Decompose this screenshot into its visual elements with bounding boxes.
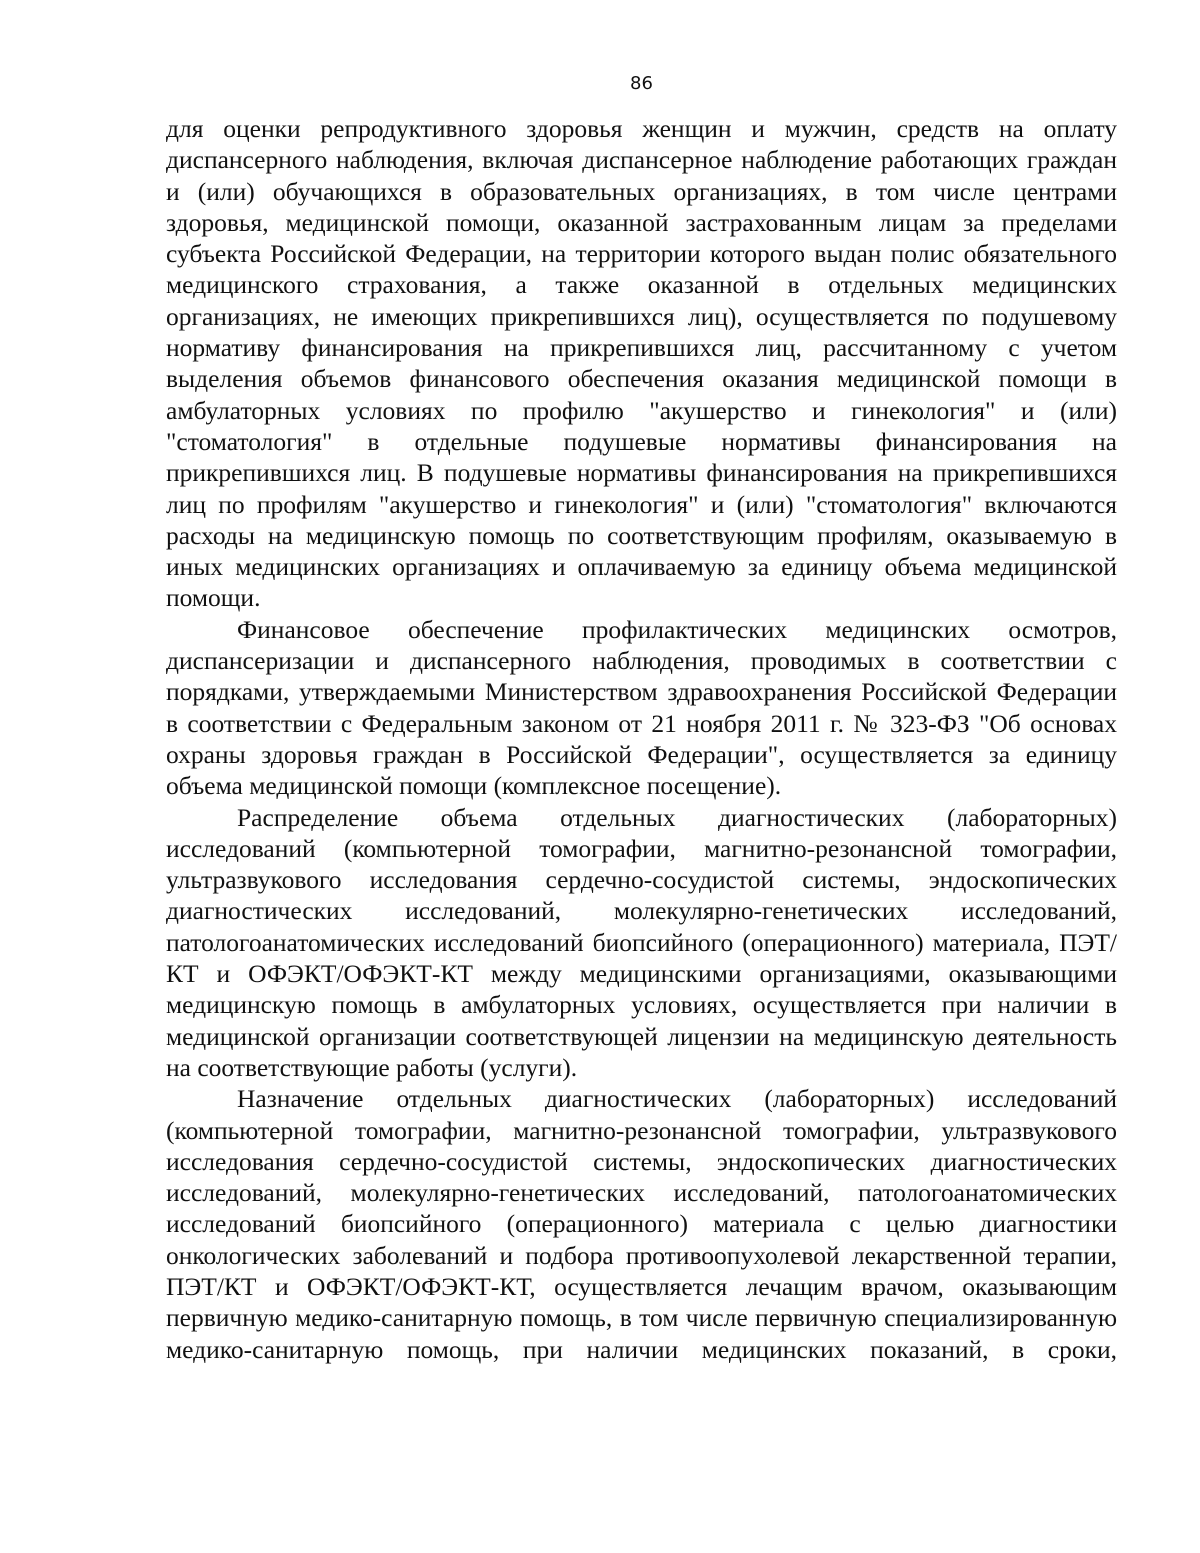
paragraph-preventive-exams-financing: Финансовое обеспечение профилактических медицинских осмотров, диспансеризации и диспансерного наблюдения, проводимых в соответствии с порядками, утверждаемыми Министерством здравоохранения Российской Федерации в соответствии с Федеральным законом от 21 ноября 2011 г. № 323-ФЗ "Об основах охраны здоровья граждан в Российской Федерации", осуществляется за единицу объема медицинской помощи (комплексное посещение). (166, 614, 1117, 801)
paragraph-continuation: для оценки репродуктивного здоровья женщин и мужчин, средств на оплату диспансерного наблюдения, включая диспансерное наблюдение работающих граждан и (или) обучающихся в образовательных организациях, в том числе центрами здоровья, медицинской помощи, оказанной застрахованным лицам за пределами субъекта Российской Федерации, на территории которого выдан полис обязательного медицинского страхования, а также оказанной в отдельных медицинских организациях, не имеющих прикрепившихся лиц), осуществляется по подушевому нормативу финансирования на прикрепившихся лиц, рассчитанному с учетом выделения объемов финансового обеспечения оказания медицинской помощи в амбулаторных условиях по профилю "акушерство и гинекология" и (или) "стоматология" в отдельные подушевые нормативы финансирования на прикрепившихся лиц. В подушевые нормативы финансирования на прикрепившихся лиц по профилям "акушерство и гинекология" и (или) "стоматология" включаются расходы на медицинскую помощь по соответствующим профилям, оказываемую в иных медицинских организациях и оплачиваемую за единицу объема медицинской помощи. (166, 114, 1117, 613)
paragraph-diagnostic-volume-distribution: Распределение объема отдельных диагностических (лабораторных) исследований (компьютерной томографии, магнитно-резонансной томографии, ультразвукового исследования сердечно-сосудистой системы, эндоскопических диагностических исследований, молекулярно-генетических исследований, патологоанатомических исследований биопсийного (операционного) материала, ПЭТ/КТ и ОФЭКТ/ОФЭКТ-КТ между медицинскими организациями, оказывающими медицинскую помощь в амбулаторных условиях, осуществляется при наличии в медицинской организации соответствующей лицензии на медицинскую деятельность на соответствующие работы (услуги). (166, 802, 1117, 1082)
paragraph-diagnostic-prescription: Назначение отдельных диагностических (лабораторных) исследований (компьютерной томографии, магнитно-резонансной томографии, ультразвукового исследования сердечно-сосудистой системы, эндоскопических диагностических исследований, молекулярно-генетических исследований, патологоанатомических исследований биопсийного (операционного) материала с целью диагностики онкологических заболеваний и подбора противоопухолевой лекарственной терапии, ПЭТ/КТ и ОФЭКТ/ОФЭКТ-КТ, осуществляется лечащим врачом, оказывающим первичную медико-санитарную помощь, в том числе первичную специализированную медико-санитарную помощь, при наличии медицинских показаний, в сроки, (166, 1084, 1117, 1364)
document-body (166, 113, 1117, 1365)
page-number: 86 (630, 73, 653, 94)
